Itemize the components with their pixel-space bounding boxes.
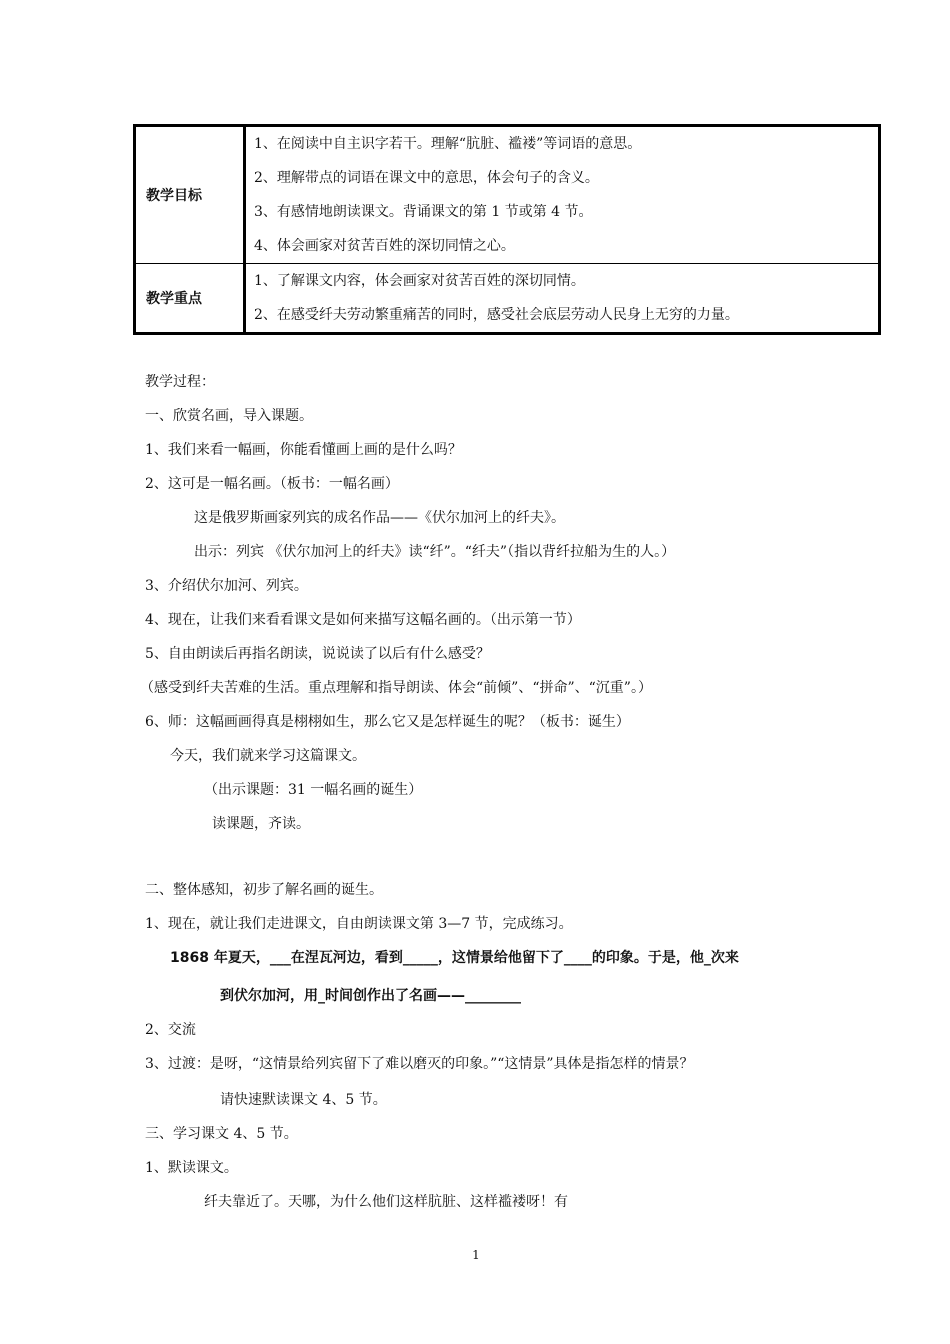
- body-line: 纤夫靠近了。天哪，为什么他们这样肮脏、这样褴褛呀！有: [204, 1194, 568, 1210]
- process-heading: 教学过程：: [145, 374, 215, 390]
- body-line: 读课题，齐读。: [212, 816, 310, 832]
- exercise-line: 到伏尔加河，用_时间创作出了名画——________: [220, 988, 521, 1004]
- focus-items: [245, 264, 880, 334]
- body-line: 5、自由朗读后再指名朗读，说说读了以后有什么感受？: [145, 646, 490, 662]
- objectives-table: [133, 124, 881, 335]
- section-heading: 三、学习课文 4、5 节。: [145, 1126, 298, 1142]
- body-line: 6、师：这幅画画得真是栩栩如生，那么它又是怎样诞生的呢？（板书：诞生）: [145, 714, 630, 730]
- focus-heading: 教学重点: [135, 264, 245, 334]
- body-line: 2、交流: [145, 1022, 196, 1038]
- body-line: （出示课题：31 一幅名画的诞生）: [204, 782, 423, 798]
- objective-item: 4、体会画家对贫苦百姓的深切同情之心。: [254, 238, 515, 254]
- body-line: （感受到纤夫苦难的生活。重点理解和指导朗读、体会“前倾”、“拼命”、“沉重”。）: [140, 680, 652, 696]
- body-line: 1、现在，就让我们走进课文，自由朗读课文第 3—7 节，完成练习。: [145, 916, 573, 932]
- body-line: 出示：列宾 《伏尔加河上的纤夫》读“纤”。“纤夫”（指以背纤拉船为生的人。）: [194, 544, 676, 560]
- focus-row: [135, 264, 880, 334]
- body-line: 1、我们来看一幅画，你能看懂画上画的是什么吗？: [145, 442, 462, 458]
- section-heading: 二、整体感知，初步了解名画的诞生。: [145, 882, 383, 898]
- body-line: 3、过渡：是呀，“这情景给列宾留下了难以磨灭的印象。”“这情景”具体是指怎样的情景？: [145, 1056, 694, 1072]
- objective-item: 1、在阅读中自主识字若干。理解“肮脏、褴褛”等词语的意思。: [254, 136, 642, 152]
- body-line: 今天，我们就来学习这篇课文。: [170, 748, 366, 764]
- focus-item: 2、在感受纤夫劳动繁重痛苦的同时，感受社会底层劳动人民身上无穷的力量。: [254, 307, 739, 323]
- body-line: 请快速默读课文 4、5 节。: [220, 1092, 387, 1108]
- objectives-row: [135, 126, 880, 264]
- section-heading: 一、欣赏名画，导入课题。: [145, 408, 313, 424]
- objectives-heading: 教学目标: [135, 126, 245, 264]
- objectives-items: [245, 126, 880, 264]
- page-number: 1: [472, 1248, 480, 1262]
- body-line: 4、现在，让我们来看看课文是如何来描写这幅名画的。（出示第一节）: [145, 612, 581, 628]
- focus-item: 1、了解课文内容，体会画家对贫苦百姓的深切同情。: [254, 273, 585, 289]
- objective-item: 3、有感情地朗读课文。背诵课文的第 1 节或第 4 节。: [254, 204, 593, 220]
- body-line: 1、默读课文。: [145, 1160, 238, 1176]
- body-line: 这是俄罗斯画家列宾的成名作品——《伏尔加河上的纤夫》。: [194, 510, 565, 526]
- exercise-line: 1868 年夏天，___在涅瓦河边，看到_____，这情景给他留下了____的印象。于是，他_次来: [170, 950, 739, 966]
- body-line: 3、介绍伏尔加河、列宾。: [145, 578, 308, 594]
- objective-item: 2、理解带点的词语在课文中的意思，体会句子的含义。: [254, 170, 599, 186]
- body-line: 2、这可是一幅名画。（板书：一幅名画）: [145, 476, 399, 492]
